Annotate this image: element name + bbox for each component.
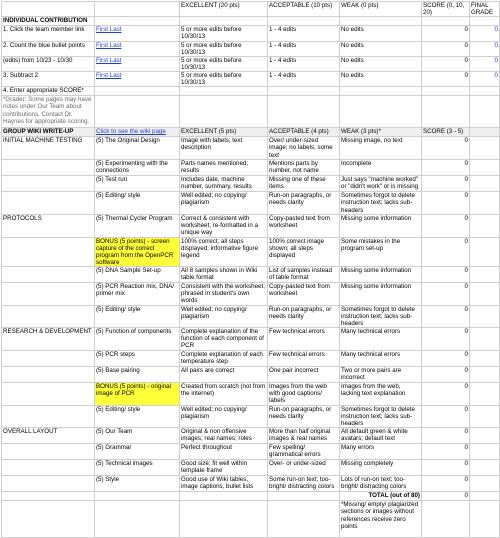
section-name: OVERALL LAYOUT <box>2 428 95 444</box>
section-name: PROTOCOLS <box>2 214 95 237</box>
team-member-link[interactable]: First Last <box>95 72 180 87</box>
rubric-row <box>2 305 500 327</box>
score-cell[interactable]: 0 <box>422 160 470 176</box>
instruction: 2. Count the blue bullet points <box>2 41 95 56</box>
weak-cell: Many technical errors <box>340 327 422 350</box>
score-cell[interactable]: 0 <box>422 327 470 350</box>
excellent-cell: 100% correct; all steps displayed; informative figure legend <box>180 237 268 267</box>
wiki-page-link[interactable]: Click to see the wiki page <box>95 128 180 137</box>
score-cell[interactable]: 0 <box>422 305 470 327</box>
score-cell[interactable]: 0 <box>422 176 470 192</box>
excellent-cell: 5 or more edits before 10/30/13 <box>180 26 268 41</box>
excellent-cell: All pairs are correct <box>180 366 268 382</box>
final-grade-cell[interactable]: 0 <box>470 41 500 56</box>
excellent-cell: Well edited; no copying/ plagiarism <box>180 405 268 427</box>
weak-cell: All default green & white avatars; default text <box>340 428 422 444</box>
rubric-row <box>2 428 500 444</box>
score-cell[interactable]: 0 <box>422 214 470 237</box>
acceptable-cell: 1 - 4 edits <box>268 41 340 56</box>
acceptable-cell: Mentions parts by number, not name <box>268 160 340 176</box>
rubric-item: (5) Grammar <box>95 444 180 460</box>
rubric-item: (5) PCR Reaction mix, DNA/ primer mix <box>95 283 180 305</box>
acceptable-cell: 1 - 4 edits <box>268 26 340 41</box>
excellent-cell: Includes date, machine number, summary, results <box>180 176 268 192</box>
acceptable-cell: Run-on paragraphs, or needs clarity <box>268 192 340 214</box>
team-member-link[interactable]: First Last <box>95 41 180 56</box>
weak-cell: Missing completely <box>340 460 422 476</box>
acceptable-cell: Run-on paragraphs, or needs clarity <box>268 405 340 427</box>
score-cell[interactable]: 0 <box>422 72 470 87</box>
individual-row <box>2 56 500 71</box>
rubric-item: (5) Editing/ style <box>95 192 180 214</box>
weak-cell: Sometimes forgot to delete instruction text; lacks sub-headers <box>340 305 422 327</box>
weak-cell: Two or more pairs are incorrect <box>340 366 422 382</box>
group-header-excellent: EXCELLENT (5 pts) <box>180 128 268 137</box>
score-cell[interactable]: 0 <box>422 460 470 476</box>
excellent-cell: Parts names mentioned; results <box>180 160 268 176</box>
excellent-cell: Well edited; no copying/ plagiarism <box>180 305 268 327</box>
rubric-row <box>2 327 500 350</box>
weak-cell: Missing some information <box>340 283 422 305</box>
individual-title: INDIVIDUAL CONTRIBUTION <box>2 17 95 26</box>
rubric-item: (5) The Original Design <box>95 137 180 160</box>
score-cell[interactable]: 0 <box>422 267 470 283</box>
acceptable-cell: 1 - 4 edits <box>268 72 340 87</box>
total-row <box>2 492 500 501</box>
header-blank <box>95 2 180 17</box>
excellent-cell: Good use of Wiki tables, image captions, bullet lists <box>180 476 268 492</box>
rubric-item: (5) Base pairing <box>95 366 180 382</box>
final-grade-cell[interactable]: 0 <box>470 56 500 71</box>
individual-title-row <box>2 17 500 26</box>
score-cell[interactable]: 0 <box>422 237 470 267</box>
team-member-link[interactable]: First Last <box>95 56 180 71</box>
rubric-item: (5) Style <box>95 476 180 492</box>
score-cell[interactable]: 0 <box>422 283 470 305</box>
grader-note: *Grader: Some pages may have notes under Our Team about contributions. Contact Dr. Haynes for appropriate scoring. <box>2 96 95 128</box>
weak-cell: Sometimes forgot to delete instruction text; lacks sub-headers <box>340 192 422 214</box>
excellent-cell: Well edited; no copying/ plagiarism <box>180 192 268 214</box>
weak-cell: Many errors <box>340 444 422 460</box>
excellent-cell: Complete explanation of the function of each component of PCR <box>180 327 268 350</box>
rubric-row <box>2 192 500 214</box>
rubric-item: (5) Editing/ style <box>95 305 180 327</box>
acceptable-cell: Run-on paragraphs, or needs clarity <box>268 305 340 327</box>
acceptable-cell: Few technical errors <box>268 327 340 350</box>
rubric-row <box>2 267 500 283</box>
weak-cell: No edits <box>340 41 422 56</box>
score-cell[interactable]: 0 <box>422 405 470 427</box>
section-name: RESEARCH & DEVELOPMENT <box>2 327 95 350</box>
rubric-item: (5) PCR steps <box>95 350 180 366</box>
acceptable-cell: More than half original images & real names <box>268 428 340 444</box>
team-member-link[interactable]: First Last <box>95 26 180 41</box>
rubric-row <box>2 366 500 382</box>
rubric-row <box>2 405 500 427</box>
weak-cell: Incomplete <box>340 160 422 176</box>
excellent-cell: Good size; fit well within template frame <box>180 460 268 476</box>
header-excellent: EXCELLENT (20 pts) <box>180 2 268 17</box>
rubric-row <box>2 476 500 492</box>
weak-cell: Many technical errors <box>340 350 422 366</box>
rubric-row <box>2 176 500 192</box>
acceptable-cell: Missing one of these items <box>268 176 340 192</box>
acceptable-cell: Images from the web with good captions/ labels <box>268 382 340 405</box>
footnote-row <box>2 501 500 538</box>
individual-row <box>2 26 500 41</box>
header-blank <box>2 2 95 17</box>
score-cell[interactable]: 0 <box>422 192 470 214</box>
rubric-row <box>2 214 500 237</box>
final-grade-cell[interactable]: 0 <box>470 26 500 41</box>
excellent-cell: 5 or more edits before 10/30/13 <box>180 56 268 71</box>
acceptable-cell: Copy-pasted text from worksheet <box>268 283 340 305</box>
weak-cell: Missing some information <box>340 214 422 237</box>
rubric-row <box>2 382 500 405</box>
footnote: *Missing/ empty/ plagiarized sections or images without references receive zero points <box>340 501 422 538</box>
rubric-table <box>1 1 500 538</box>
group-header-weak: WEAK (3 pts)* <box>340 128 422 137</box>
excellent-cell: Consistent with the worksheet; phrased in student's own words <box>180 283 268 305</box>
rubric-row <box>2 137 500 160</box>
score-cell[interactable]: 0 <box>422 382 470 405</box>
individual-step4-row <box>2 87 500 96</box>
individual-row <box>2 41 500 56</box>
excellent-cell: All 8 samples shown in Wiki table format <box>180 267 268 283</box>
excellent-cell: Original & non offensive images; real names; roles <box>180 428 268 444</box>
weak-cell: No edits <box>340 56 422 71</box>
instruction: (edits) from 10/23 - 10/30 <box>2 56 95 71</box>
header-final-grade: FINAL GRADE <box>470 2 500 17</box>
instruction: 3. Subtract 2 <box>2 72 95 87</box>
excellent-cell: 5 or more edits before 10/30/13 <box>180 72 268 87</box>
excellent-cell: Complete explanation of each temperature step <box>180 350 268 366</box>
score-cell[interactable]: 0 <box>422 137 470 160</box>
weak-cell: Missing image, no text <box>340 137 422 160</box>
acceptable-cell: 1 - 4 edits <box>268 56 340 71</box>
excellent-cell: Created from scratch (not from the internet) <box>180 382 268 405</box>
score-cell[interactable]: 0 <box>422 476 470 492</box>
weak-cell: Lots of run-on text; too-bright/ distracting colors <box>340 476 422 492</box>
excellent-cell: Correct & consistent with worksheet; re-formatted in a unique way <box>180 214 268 237</box>
acceptable-cell: Over- or under-sized <box>268 460 340 476</box>
weak-cell: No edits <box>340 26 422 41</box>
rubric-item: (5) Our Team <box>95 428 180 444</box>
individual-row <box>2 72 500 87</box>
acceptable-cell: 100% correct image shown; all steps displayed <box>268 237 340 267</box>
instruction: 4. Enter appropriate SCORE* <box>2 87 95 96</box>
rubric-row <box>2 350 500 366</box>
instruction: 1. Click the team member link <box>2 26 95 41</box>
acceptable-cell: Few technical errors <box>268 350 340 366</box>
header-row <box>2 2 500 17</box>
excellent-cell: 5 or more edits before 10/30/13 <box>180 41 268 56</box>
total-value: 0 <box>422 492 470 501</box>
weak-cell: Just says "machine worked" or "didn't work" or is missing <box>340 176 422 192</box>
score-cell[interactable]: 0 <box>422 350 470 366</box>
rubric-item: (5) Thermal Cycler Program <box>95 214 180 237</box>
header-score: SCORE (0, 10, 20) <box>422 2 470 17</box>
acceptable-cell: Over/ under-sized image; no labels; some text <box>268 137 340 160</box>
score-cell[interactable]: 0 <box>422 428 470 444</box>
group-header-acceptable: ACCEPTABLE (4 pts) <box>268 128 340 137</box>
weak-cell: No edits <box>340 72 422 87</box>
acceptable-cell: Copy-pasted text from worksheet <box>268 214 340 237</box>
section-name: INITIAL MACHINE TESTING <box>2 137 95 160</box>
group-header-score: SCORE (3 - 5) <box>422 128 470 137</box>
acceptable-cell: Some run-on text; too-bright/ distracting colors <box>268 476 340 492</box>
rubric-item: (5) Editing/ style <box>95 405 180 427</box>
header-acceptable: ACCEPTABLE (10 pts) <box>268 2 340 17</box>
acceptable-cell: Few spelling/ grammatical errors <box>268 444 340 460</box>
score-cell[interactable]: 0 <box>422 56 470 71</box>
rubric-item: (5) Function of components <box>95 327 180 350</box>
final-grade-cell[interactable]: 0 <box>470 72 500 87</box>
rubric-item: (5) DNA Sample Set-up <box>95 267 180 283</box>
group-header-row <box>2 128 500 137</box>
score-cell[interactable]: 0 <box>422 26 470 41</box>
rubric-row <box>2 283 500 305</box>
total-label: TOTAL (out of 80) <box>340 492 422 501</box>
excellent-cell: Perfect throughout <box>180 444 268 460</box>
rubric-row <box>2 444 500 460</box>
score-cell[interactable]: 0 <box>422 444 470 460</box>
score-cell[interactable]: 0 <box>422 41 470 56</box>
grader-note-row <box>2 96 500 128</box>
acceptable-cell: List of samples instead of table format <box>268 267 340 283</box>
excellent-cell: Image with labels; text description <box>180 137 268 160</box>
rubric-item: (5) Experimenting with the connections <box>95 160 180 176</box>
rubric-row <box>2 460 500 476</box>
weak-cell: Sometimes forgot to delete instruction text; lacks sub-headers <box>340 405 422 427</box>
acceptable-cell: One pair incorrect <box>268 366 340 382</box>
score-cell[interactable]: 0 <box>422 366 470 382</box>
rubric-item: (5) Test run <box>95 176 180 192</box>
weak-cell: Some mistakes in the program set-up <box>340 237 422 267</box>
rubric-item: BONUS (5 points) - original image of PCR <box>95 382 180 405</box>
rubric-item: BONUS (5 points) - screen capture of the correct program from the OpenPCR software <box>95 237 180 267</box>
rubric-item: (5) Technical images <box>95 460 180 476</box>
weak-cell: Images from the web, lacking text explanation <box>340 382 422 405</box>
header-weak: WEAK (0 pts) <box>340 2 422 17</box>
group-title: GROUP WIKI WRITE-UP <box>2 128 95 137</box>
rubric-row <box>2 160 500 176</box>
weak-cell: Missing some information <box>340 267 422 283</box>
rubric-row <box>2 237 500 267</box>
